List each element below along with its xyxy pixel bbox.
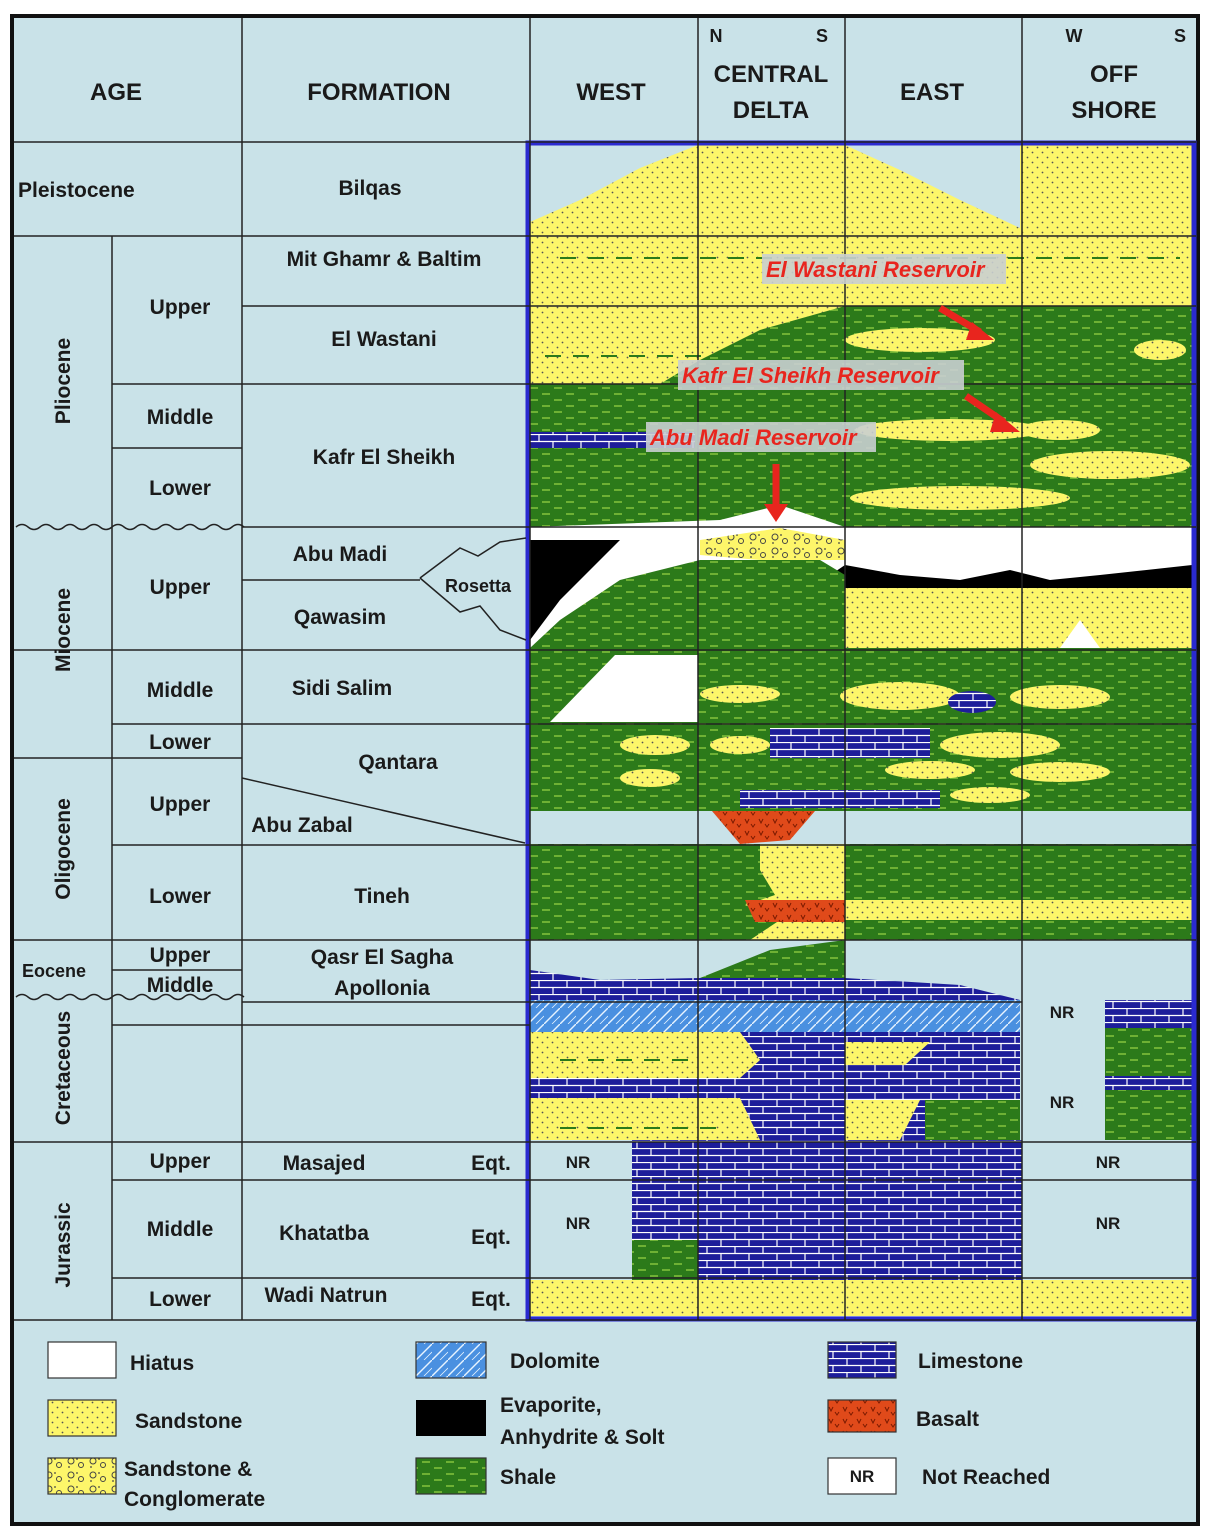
subage-oligocene-lower: Lower (149, 885, 211, 908)
formation-masajed: Masajed (282, 1152, 366, 1175)
legend-not-reached: Not Reached (922, 1466, 1051, 1489)
nr-offshore-upper: NR (1095, 1153, 1121, 1172)
header-central-n: N (709, 26, 723, 46)
legend-swatch-evaporite (416, 1400, 486, 1436)
callout-abu-madi: Abu Madi Reservoir (650, 425, 857, 450)
legend-sandstone-conglomerate-2: Conglomerate (124, 1488, 266, 1511)
subage-miocene-upper: Upper (149, 576, 211, 599)
age-eocene: Eocene (22, 961, 87, 981)
subage-eocene-upper: Upper (149, 944, 211, 967)
nr-west-middle: NR (565, 1214, 591, 1233)
formation-khatatba-eqt: Eqt. (471, 1226, 511, 1249)
legend-sandstone-conglomerate-1: Sandstone & (124, 1458, 253, 1481)
legend-shale: Shale (500, 1466, 557, 1489)
subage-jurassic-lower: Lower (149, 1288, 211, 1311)
subage-pliocene-upper: Upper (149, 296, 211, 319)
subage-eocene-middle: Middle (146, 974, 214, 997)
age-jurassic: Jurassic (52, 1202, 75, 1288)
formation-bilqas: Bilqas (338, 177, 402, 200)
header-central-s: S (815, 26, 829, 46)
nr-offshore-cret-1: NR (1049, 1003, 1075, 1022)
legend-hiatus: Hiatus (130, 1352, 195, 1375)
subage-oligocene-upper: Upper (149, 793, 211, 816)
header-offshore-1: OFF (1090, 61, 1138, 88)
formation-qasr-el-sagha: Qasr El Sagha (310, 946, 454, 969)
formation-qawasim: Qawasim (293, 606, 387, 629)
formation-rosetta: Rosetta (444, 576, 512, 596)
legend-basalt: Basalt (916, 1408, 980, 1431)
subage-jurassic-middle: Middle (146, 1218, 214, 1241)
subage-jurassic-upper: Upper (149, 1150, 211, 1173)
legend-swatch-dolomite (416, 1342, 486, 1378)
legend-evaporite-1: Evaporite, (500, 1394, 602, 1417)
formation-qantara: Qantara (358, 751, 438, 774)
formation-wadi-natrun: Wadi Natrun (264, 1284, 388, 1307)
formation-kafr-el-sheikh: Kafr El Sheikh (312, 446, 456, 469)
legend-swatch-basalt (828, 1400, 896, 1432)
legend-swatch-conglomerate (48, 1458, 116, 1494)
legend-limestone: Limestone (918, 1350, 1024, 1373)
legend-dolomite: Dolomite (510, 1350, 600, 1373)
formation-khatatba: Khatatba (279, 1222, 369, 1245)
nr-west-upper: NR (565, 1153, 591, 1172)
age-oligocene: Oligocene (52, 798, 75, 900)
formation-sidi-salim: Sidi Salim (291, 677, 393, 700)
legend-sandstone: Sandstone (135, 1410, 243, 1433)
subage-pliocene-lower: Lower (149, 477, 211, 500)
header-offshore-2: SHORE (1071, 97, 1157, 124)
formation-masajed-eqt: Eqt. (471, 1152, 511, 1175)
age-pliocene: Pliocene (52, 337, 75, 425)
legend-swatch-limestone (828, 1342, 896, 1378)
legend-swatch-shale (416, 1458, 486, 1494)
nr-offshore-middle: NR (1095, 1214, 1121, 1233)
nr-offshore-cret-2: NR (1049, 1093, 1075, 1112)
header-east: EAST (899, 79, 965, 106)
formation-tineh: Tineh (354, 885, 410, 908)
header-age: AGE (89, 79, 143, 106)
legend-not-reached-box: NR (849, 1467, 875, 1486)
callout-kafr-el-sheikh: Kafr El Sheikh Reservoir (682, 363, 939, 388)
subage-miocene-middle: Middle (146, 679, 214, 702)
header-central-1: CENTRAL (713, 61, 829, 88)
header-west: WEST (576, 79, 646, 106)
formation-abu-madi: Abu Madi (292, 543, 388, 566)
header-formation: FORMATION (307, 79, 451, 106)
legend-swatch-sandstone (48, 1400, 116, 1436)
header-offshore-s: S (1173, 26, 1187, 46)
formation-wadi-natrun-eqt: Eqt. (471, 1288, 511, 1311)
callout-el-wastani: El Wastani Reservoir (766, 257, 985, 282)
formation-abu-zabal: Abu Zabal (251, 814, 353, 837)
lithology-panel (528, 143, 1194, 1320)
legend-swatch-hiatus (48, 1342, 116, 1378)
formation-mit-ghamr: Mit Ghamr & Baltim (286, 248, 482, 271)
formation-apollonia: Apollonia (334, 977, 430, 1000)
header-offshore-w: W (1065, 26, 1083, 46)
subage-pliocene-middle: Middle (146, 406, 214, 429)
age-miocene: Miocene (52, 587, 75, 673)
subage-miocene-lower: Lower (149, 731, 211, 754)
age-cretaceous: Cretaceous (52, 1010, 75, 1126)
header-central-2: DELTA (732, 97, 810, 124)
age-pleistocene: Pleistocene (18, 179, 135, 202)
formation-el-wastani: El Wastani (331, 328, 437, 351)
legend-evaporite-2: Anhydrite & Solt (500, 1426, 665, 1449)
